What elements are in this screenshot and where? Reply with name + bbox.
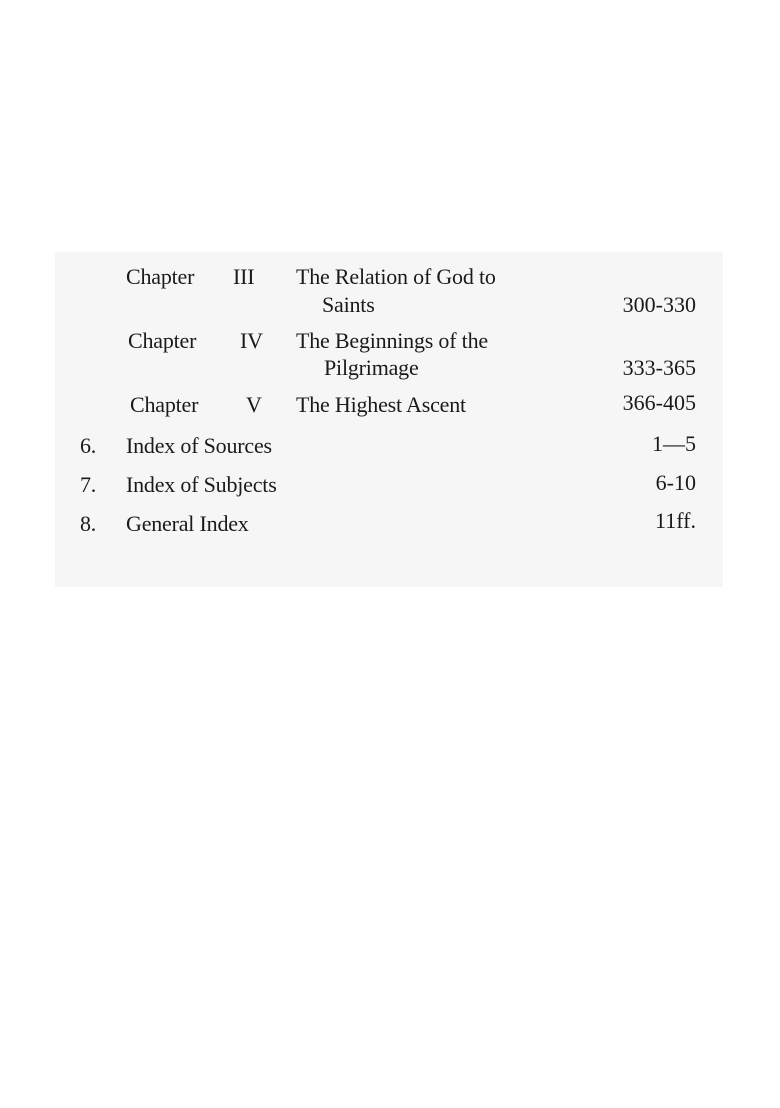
chapter-number: V bbox=[246, 392, 262, 417]
chapter-number: III bbox=[233, 264, 255, 289]
section-title: Index of Subjects bbox=[126, 472, 277, 497]
chapter-title: The Relation of God to bbox=[296, 264, 496, 289]
chapter-title: The Beginnings of the bbox=[296, 328, 488, 353]
page-range: 300-330 bbox=[622, 292, 696, 317]
section-number: 6. bbox=[80, 433, 97, 458]
chapter-title-cont: Saints bbox=[322, 292, 375, 317]
section-title: General Index bbox=[126, 511, 249, 536]
chapter-label: Chapter bbox=[126, 264, 195, 289]
chapter-number: IV bbox=[240, 328, 263, 353]
page-range: 333-365 bbox=[622, 355, 696, 380]
chapter-label: Chapter bbox=[130, 392, 199, 417]
chapter-title: The Highest Ascent bbox=[296, 392, 466, 417]
section-title: Index of Sources bbox=[126, 433, 272, 458]
page-range: 366-405 bbox=[622, 390, 696, 415]
chapter-title-cont: Pilgrimage bbox=[324, 355, 419, 380]
page-range: 1—5 bbox=[652, 431, 696, 456]
section-number: 7. bbox=[80, 472, 97, 497]
chapter-label: Chapter bbox=[128, 328, 197, 353]
section-number: 8. bbox=[80, 511, 97, 536]
page-range: 6-10 bbox=[655, 470, 696, 495]
page-range: 11ff. bbox=[655, 508, 696, 533]
